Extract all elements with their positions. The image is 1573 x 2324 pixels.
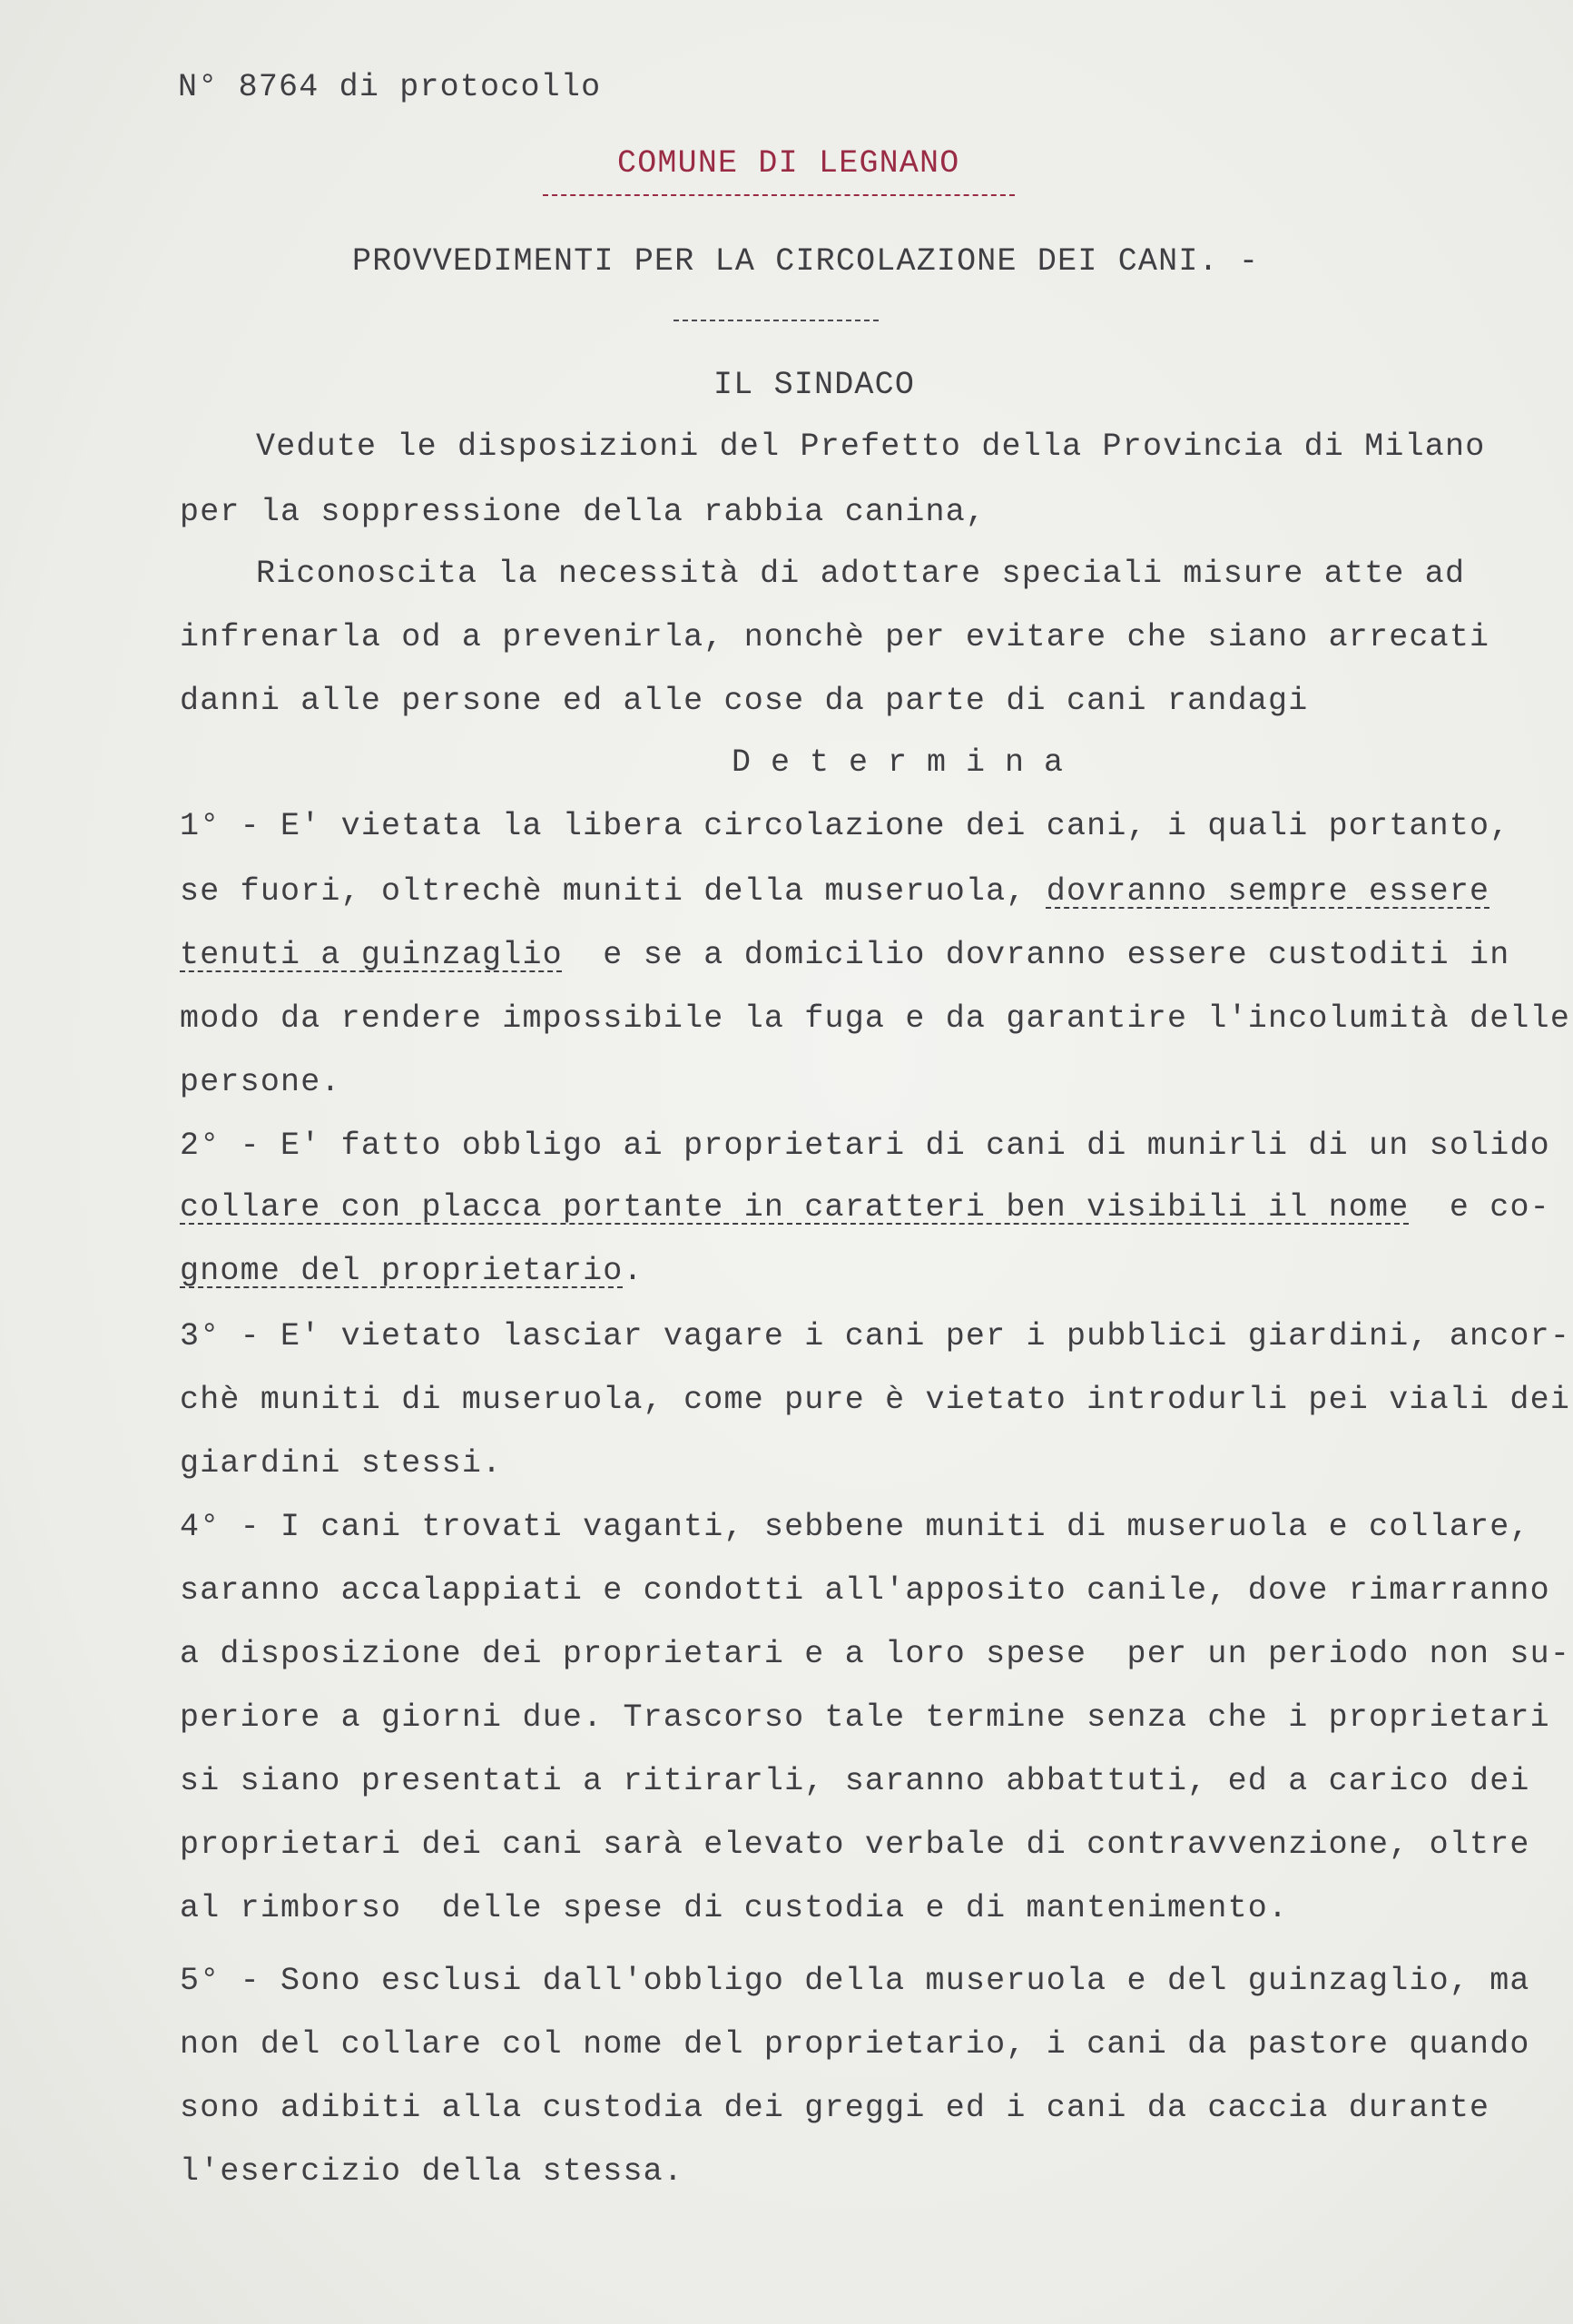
protocol-number: N° 8764 di protocollo [178, 69, 602, 105]
article-1-line [180, 873, 1489, 910]
title-underline [673, 320, 879, 321]
municipality-heading: COMUNE DI LEGNANO [617, 145, 960, 182]
article-1-text: e se a domicilio dovranno essere custoditi in [562, 937, 1510, 973]
preamble-line: infrenarla od a prevenirla, nonchè per evitare che siano arrecati [180, 619, 1490, 655]
article-2-line [180, 1253, 644, 1289]
article-5-line: 5° - Sono esclusi dall'obbligo della museruola e del guinzaglio, ma [180, 1963, 1530, 1999]
preamble-line: danni alle persone ed alle cose da parte di cani randagi [180, 683, 1309, 719]
preamble-line: Vedute le disposizioni del Prefetto della Provincia di Milano [256, 428, 1486, 465]
heading-underline [543, 194, 1015, 196]
article-5-line: sono adibiti alla custodia dei greggi ed i cani da caccia durante [180, 2090, 1490, 2126]
article-2-text: e co- [1409, 1189, 1550, 1226]
article-2-line [180, 1189, 1550, 1226]
article-4-line: periore a giorni due. Trascorso tale termine senza che i proprietari [180, 1699, 1550, 1736]
document-title: PROVVEDIMENTI PER LA CIRCOLAZIONE DEI CANI. - [352, 243, 1260, 280]
article-4-line: 4° - I cani trovati vaganti, sebbene muniti di museruola e collare, [180, 1509, 1530, 1545]
article-4-line: saranno accalappiati e condotti all'apposito canile, dove rimarranno [180, 1572, 1550, 1609]
article-1-line [180, 937, 1509, 973]
article-4-line: al rimborso delle spese di custodia e di mantenimento. [180, 1890, 1289, 1926]
article-2-underlined-text: gnome del proprietario [180, 1253, 624, 1289]
article-1-line: 1° - E' vietata la libera circolazione dei cani, i quali portanto, [180, 808, 1510, 844]
article-3-line: chè muniti di museruola, come pure è vietato introdurli pei viali dei [180, 1382, 1571, 1418]
article-2-line: 2° - E' fatto obbligo ai proprietari di cani di munirli di un solido [180, 1128, 1550, 1164]
article-3-line: 3° - E' vietato lasciar vagare i cani per i pubblici giardini, ancor- [180, 1318, 1571, 1354]
article-2-underlined-text: collare con placca portante in caratteri ben visibili il nome [180, 1189, 1410, 1226]
article-4-line: si siano presentati a ritirarli, saranno abbattuti, ed a carico dei [180, 1763, 1530, 1799]
article-1-underlined-text: dovranno sempre essere [1046, 873, 1490, 910]
article-4-line: a disposizione dei proprietari e a loro spese per un periodo non su- [180, 1636, 1571, 1672]
preamble-line: Riconoscita la necessità di adottare speciali misure atte ad [256, 556, 1466, 592]
article-3-line: giardini stessi. [180, 1445, 503, 1482]
article-1-underlined-text: tenuti a guinzaglio [180, 937, 563, 973]
article-1-line: modo da rendere impossibile la fuga e da garantire l'incolumità delle [180, 1000, 1571, 1037]
article-4-line: proprietari dei cani sarà elevato verbale di contravvenzione, oltre [180, 1827, 1530, 1863]
article-1-line: persone. [180, 1064, 341, 1100]
article-5-line: non del collare col nome del proprietario, i cani da pastore quando [180, 2026, 1530, 2063]
article-2-text: . [623, 1253, 644, 1289]
determina-heading: Determina [732, 744, 1084, 781]
preamble-line: per la soppressione della rabbia canina, [180, 494, 987, 530]
article-5-line: l'esercizio della stessa. [180, 2153, 684, 2190]
article-1-text: se fuori, oltrechè muniti della museruola, [180, 873, 1047, 910]
authority-heading: IL SINDACO [713, 367, 916, 403]
